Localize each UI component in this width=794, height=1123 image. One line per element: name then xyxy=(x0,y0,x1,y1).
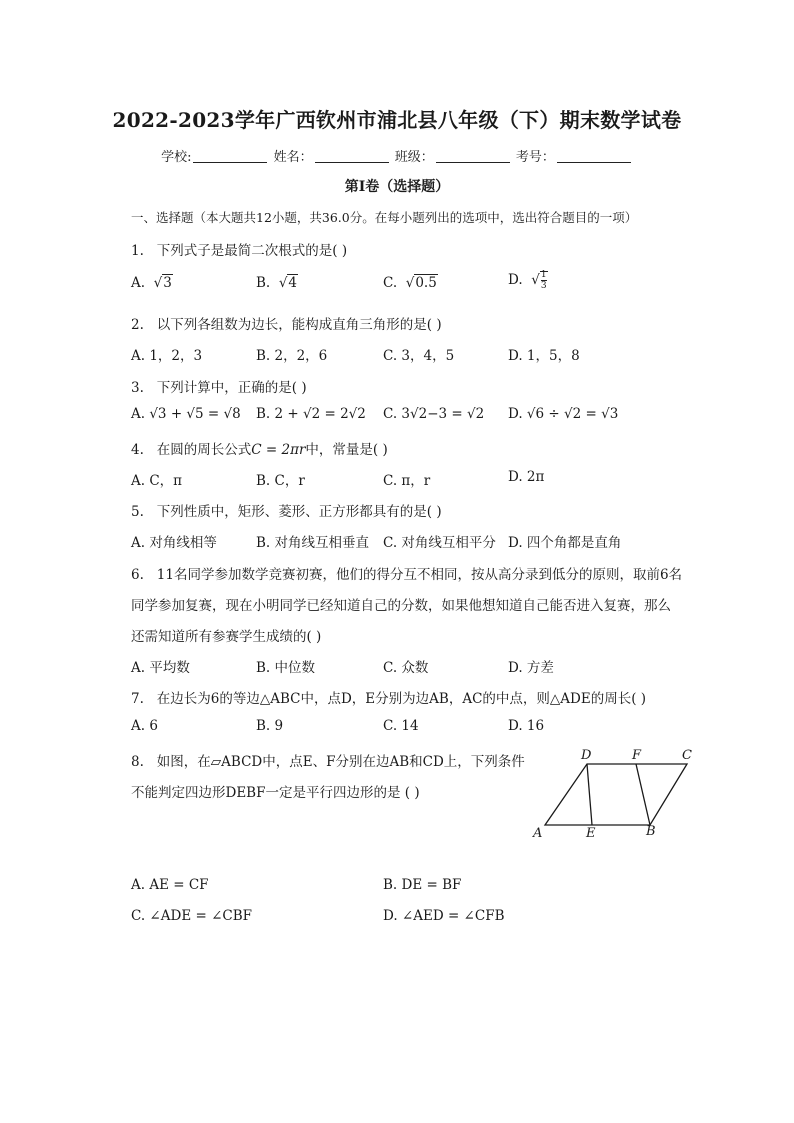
option-label: C. xyxy=(383,275,398,291)
part-title: 第I卷（选择题） xyxy=(344,179,450,195)
option-b[interactable]: B. 9 xyxy=(256,718,284,734)
question-text-line-3: 还需知道所有参赛学生成绩的( ) xyxy=(131,629,322,645)
question-text: 以下列各组数为边长，能构成直角三角形的是( ) xyxy=(156,317,442,333)
option-c[interactable]: C. π，r xyxy=(383,473,431,489)
sqrt-0-5: √0.5 xyxy=(405,275,437,291)
option-a[interactable]: A. 1，2，3 xyxy=(131,348,203,364)
option-d[interactable]: D. ∠AED = ∠CFB xyxy=(383,908,505,924)
exam-number-blank[interactable] xyxy=(557,150,631,163)
option-a[interactable]: A. 平均数 xyxy=(131,660,190,676)
option-d[interactable]: D. 2π xyxy=(508,469,545,485)
question-text-line-1: 如图，在▱ABCD中，点E、F分别在边AB和CD上，下列条件 xyxy=(156,754,525,770)
label-f: F xyxy=(632,748,642,763)
question-number: 2. xyxy=(131,317,144,333)
question-7 xyxy=(131,687,646,707)
option-a[interactable]: A. √3 + √5 = √8 xyxy=(131,406,241,422)
question-number: 4. xyxy=(131,442,144,458)
name-label: 姓名： xyxy=(273,150,313,165)
option-c[interactable]: C. 3，4，5 xyxy=(383,348,455,364)
segment-bf xyxy=(636,764,650,825)
option-a[interactable]: A. C，π xyxy=(131,473,183,489)
school-label: 学校: xyxy=(161,150,192,165)
option-b[interactable]: B. C，r xyxy=(256,473,305,489)
option-c[interactable]: C. ∠ADE = ∠CBF xyxy=(131,908,252,924)
question-text: 下列式子是最简二次根式的是( ) xyxy=(156,243,348,259)
question-number: 1. xyxy=(131,243,144,259)
option-a[interactable]: A. AE = CF xyxy=(131,877,209,893)
option-a[interactable]: A. 对角线相等 xyxy=(131,535,217,551)
question-text-line-1: 11名同学参加数学竞赛初赛，他们的得分互不相同，按从高分录到低分的原则，取前6名 xyxy=(156,567,683,583)
question-text: 中，常量是( ) xyxy=(305,442,388,458)
option-d[interactable]: D. 方差 xyxy=(508,660,554,676)
option-d[interactable]: D. 16 xyxy=(508,718,545,734)
question-text-line-2: 不能判定四边形DEBF一定是平行四边形的是 ( ) xyxy=(131,785,420,801)
question-2 xyxy=(131,313,442,333)
question-number: 7. xyxy=(131,691,144,707)
exam-number-label: 考号： xyxy=(515,150,555,165)
student-info-line xyxy=(0,146,794,165)
option-label: D. xyxy=(508,272,523,288)
question-text: 下列计算中，正确的是( ) xyxy=(156,380,307,396)
label-b: B xyxy=(646,824,656,839)
label-c: C xyxy=(682,748,692,763)
radicand: 0.5 xyxy=(415,275,437,291)
question-text: 在边长为6的等边△ABC中，点D，E分别为边AB，AC的中点，则△ADE的周长( ) xyxy=(156,691,647,707)
question-5 xyxy=(131,500,442,520)
option-c[interactable] xyxy=(383,275,438,291)
radicand: 4 xyxy=(288,275,298,291)
option-c[interactable]: C. 众数 xyxy=(383,660,429,676)
radicand: 3 xyxy=(163,275,172,291)
option-d[interactable]: D. 1，5，8 xyxy=(508,348,580,364)
question-1 xyxy=(131,239,347,259)
option-d[interactable]: D. 四个角都是直角 xyxy=(508,535,622,551)
question-text-line-2: 同学参加复赛，现在小明同学已经知道自己的分数，如果他想知道自己能否进入复赛，那么 xyxy=(131,598,671,614)
question-3 xyxy=(131,376,307,396)
school-blank[interactable] xyxy=(193,150,267,163)
question-text: 在圆的周长公式 xyxy=(156,442,252,458)
option-label: B. xyxy=(256,275,271,291)
question-4 xyxy=(131,438,388,458)
question-number: 6. xyxy=(131,567,144,583)
question-number: 8. xyxy=(131,754,144,770)
label-a: A xyxy=(533,826,543,841)
numerator: 1 xyxy=(540,270,547,280)
option-d[interactable]: D. √6 ÷ √2 = √3 xyxy=(508,406,619,422)
option-b[interactable]: B. 中位数 xyxy=(256,660,316,676)
option-c[interactable]: C. 3√2−3 = √2 xyxy=(383,406,485,422)
question-8 xyxy=(131,750,525,770)
option-c[interactable]: C. 14 xyxy=(383,718,419,734)
question-6 xyxy=(131,563,682,583)
denominator: 3 xyxy=(540,281,547,291)
exam-title: 2022-2023学年广西钦州市浦北县八年级（下）期末数学试卷 xyxy=(112,108,682,132)
question-number: 5. xyxy=(131,504,144,520)
class-label: 班级： xyxy=(394,150,434,165)
option-d[interactable] xyxy=(508,270,548,291)
option-b[interactable]: B. 对角线互相垂直 xyxy=(256,535,370,551)
segment-de xyxy=(587,764,592,825)
fraction xyxy=(541,270,547,291)
sqrt-one-third: √ $\frac{1}{3}$ xyxy=(531,270,547,291)
sqrt-4: √4 xyxy=(278,275,298,291)
section-title: 一、选择题（本大题共12小题，共36.0分。在每小题列出的选项中，选出符合题目的一项） xyxy=(131,210,638,225)
label-e: E xyxy=(586,826,596,841)
option-b[interactable] xyxy=(256,275,298,291)
formula: C = 2πr xyxy=(251,442,306,458)
name-blank[interactable] xyxy=(315,150,389,163)
option-label: A. xyxy=(131,275,146,291)
option-a[interactable]: A. 6 xyxy=(131,718,158,734)
parallelogram-figure xyxy=(525,742,700,842)
label-d: D xyxy=(581,748,592,763)
option-a[interactable] xyxy=(131,275,173,291)
question-text: 下列性质中，矩形、菱形、正方形都具有的是( ) xyxy=(156,504,442,520)
option-b[interactable]: B. 2，2，6 xyxy=(256,348,328,364)
parallelogram-abcd xyxy=(545,764,687,825)
question-number: 3. xyxy=(131,380,144,396)
option-b[interactable]: B. 2 + √2 = 2√2 xyxy=(256,406,366,422)
option-b[interactable]: B. DE = BF xyxy=(383,877,462,893)
sqrt-3: √3 xyxy=(153,275,172,291)
option-c[interactable]: C. 对角线互相平分 xyxy=(383,535,496,551)
class-blank[interactable] xyxy=(436,150,510,163)
